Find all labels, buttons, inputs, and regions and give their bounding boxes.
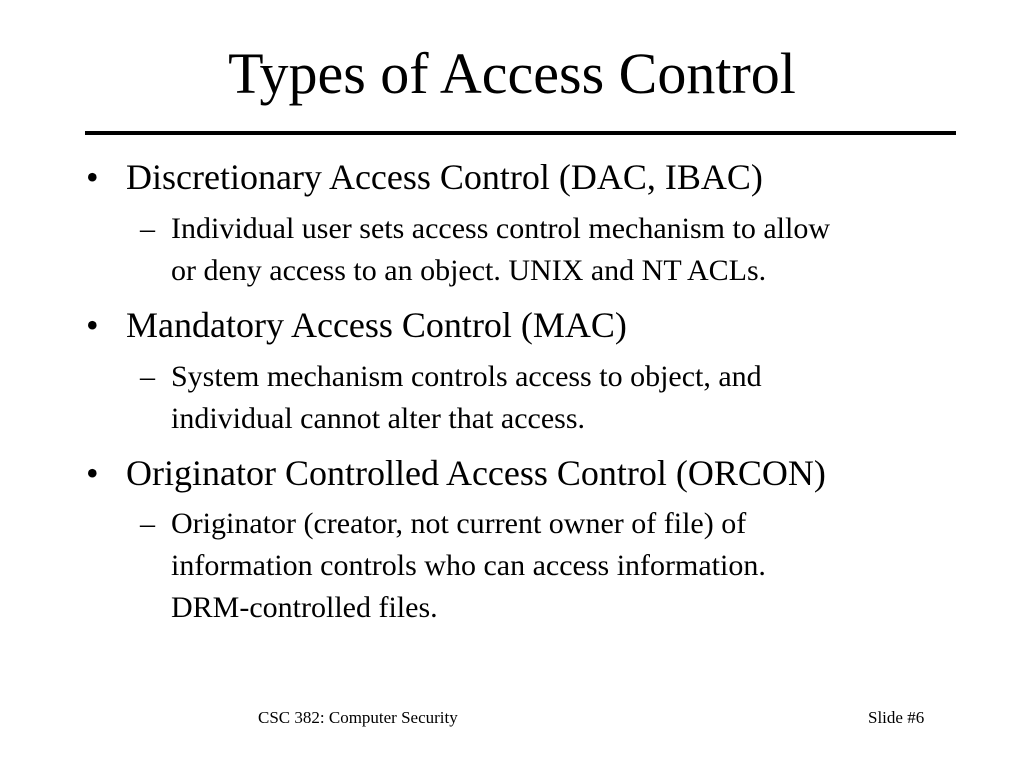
sub-bullet-line: System mechanism controls access to object, and	[171, 360, 762, 393]
sub-bullet-line: information controls who can access information.	[171, 549, 766, 582]
bullet-item-dac	[86, 157, 763, 197]
title-divider	[85, 131, 956, 135]
sub-bullet-marker: –	[140, 212, 155, 245]
sub-bullet-line: or deny access to an object. UNIX and NT ACLs.	[171, 254, 767, 287]
sub-bullet-text	[171, 356, 931, 440]
footer-course: CSC 382: Computer Security	[258, 708, 458, 727]
bullet-marker: •	[86, 453, 99, 493]
sub-bullet-marker: –	[140, 507, 155, 540]
sub-bullet-line: Individual user sets access control mechanism to allow	[171, 212, 830, 245]
bullet-text: Discretionary Access Control (DAC, IBAC)	[126, 157, 763, 197]
footer-slide-number: Slide #6	[868, 708, 925, 727]
bullet-text: Originator Controlled Access Control (ORCON)	[126, 453, 826, 493]
sub-bullet-line: DRM-controlled files.	[171, 591, 438, 624]
sub-bullet-marker: –	[140, 360, 155, 393]
bullet-marker: •	[86, 305, 99, 345]
bullet-item-mac	[86, 305, 627, 345]
slide-title: Types of Access Control	[228, 41, 796, 106]
bullet-item-orcon	[86, 453, 826, 493]
sub-bullet-line: individual cannot alter that access.	[171, 402, 586, 435]
bullet-marker: •	[86, 157, 99, 197]
bullet-text: Mandatory Access Control (MAC)	[126, 305, 627, 345]
sub-bullet-text	[171, 208, 931, 292]
sub-bullet-text	[171, 503, 931, 629]
sub-bullet-line: Originator (creator, not current owner of file) of	[171, 507, 747, 540]
